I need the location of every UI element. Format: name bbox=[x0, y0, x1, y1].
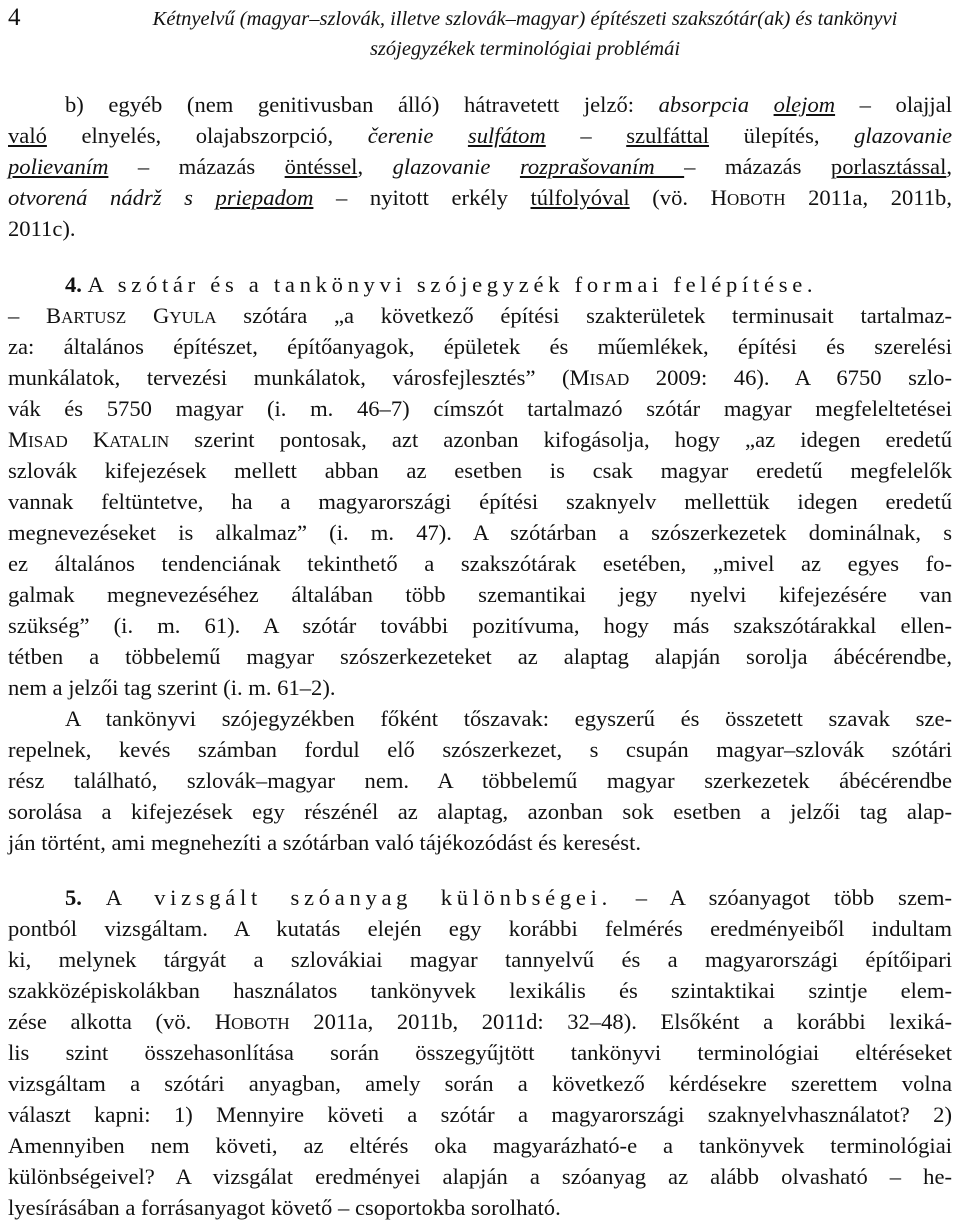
text-line: rész található, szlovák–magyar nem. A többelemű magyar szerkezetek ábécérendbe bbox=[8, 768, 952, 793]
text-line: – BARTUSZ GYULA szótára „a következő építési szakterületek terminusait tartalmaz- bbox=[8, 303, 953, 328]
text-line: lis szint összehasonlítása során összegyűjtött tankönyvi terminológiai eltéréseket bbox=[8, 1040, 952, 1065]
text-line: otvorená nádrž s priepadom – nyitott erkély túlfolyóval (vö. HOBOTH 2011a, 2011b, bbox=[8, 185, 952, 210]
text-line: zése alkotta (vö. HOBOTH 2011a, 2011b, 2011d: 32–48). Elsőként a korábbi lexiká- bbox=[8, 1009, 952, 1034]
text-line: A tankönyvi szójegyzékben főként tőszavak: egyszerű és összetett szavak sze- bbox=[65, 706, 952, 731]
page-number: 4 bbox=[8, 4, 21, 31]
text-line: szakközépiskolákban használatos tankönyvek lexikális és szintaktikai szintje elem- bbox=[8, 978, 952, 1003]
running-header bbox=[100, 4, 950, 64]
text-line: nem a jelzői tag szerint (i. m. 61–2). bbox=[8, 675, 336, 700]
text-line: vizsgáltam a szótári anyagban, amely során a következő kérdésekre szerettem volna bbox=[8, 1071, 952, 1096]
text-line: tétben a többelemű magyar szószerkezeteket az alaptag alapján sorolja ábécérendbe, bbox=[8, 644, 952, 669]
text-line: 2011c). bbox=[8, 216, 76, 241]
header-line: Kétnyelvű (magyar–szlovák, illetve szlovák–magyar) építészeti szakszótár(ak) és tankönyvi bbox=[152, 8, 898, 30]
text-line: za: általános építészet, építőanyagok, épületek és műemlékek, építési és szerelési bbox=[8, 334, 952, 359]
text-line: b) egyéb (nem genitivusban álló) hátravetett jelző: absorpcia olejom – olajjal bbox=[65, 92, 952, 117]
section-heading: 5. A vizsgált szóanyag különbségei. – A szóanyagot több szem- bbox=[65, 885, 952, 910]
text-line: sorolása a kifejezések egy részénél az alaptag, azonban sok esetben a jelzői tag alap- bbox=[8, 799, 952, 824]
text-line: ki, melynek tárgyát a szlovákiai magyar tannyelvű és a magyarországi építőipari bbox=[8, 947, 952, 972]
text-line: való elnyelés, olajabszorpció, čerenie sulfátom – szulfáttal ülepítés, glazovanie bbox=[8, 123, 952, 148]
text-line: megnevezéseket is alkalmaz” (i. m. 47). A szótárban a szószerkezetek dominálnak, s bbox=[8, 520, 952, 545]
section-title: A szótár és a tankönyvi szójegyzék formai felépítése. bbox=[87, 272, 818, 297]
text-line: különbségeivel? A vizsgálat eredményei alapján a szóanyag az alább olvasható – he- bbox=[8, 1164, 952, 1189]
text-line: választ kapni: 1) Mennyire követi a szótár a magyarországi szaknyelvhasználatot? 2) bbox=[8, 1102, 952, 1127]
text-line: szükség” (i. m. 61). A szótár további pozitívuma, hogy más szakszótárakkal ellen- bbox=[8, 613, 952, 638]
text-line: MISAD KATALIN szerint pontosak, azt azonban kifogásolja, hogy „az idegen eredetű bbox=[8, 427, 952, 452]
text-line: repelnek, kevés számban fordul elő szószerkezet, s csupán magyar–szlovák szótári bbox=[8, 737, 952, 762]
text-line: galmak megnevezéséhez általában több szemantikai jegy nyelvi kifejezésére van bbox=[8, 582, 952, 607]
section-title: A vizsgált szóanyag különbségei. bbox=[105, 885, 612, 910]
text-line: Amennyiben nem követi, az eltérés oka magyarázható-e a tankönyvek terminológiai bbox=[8, 1133, 952, 1158]
text-line: ján történt, ami megnehezíti a szótárban való tájékozódást és keresést. bbox=[8, 830, 642, 855]
text-line: ez általános tendenciának tekinthető a szakszótárak esetében, „mivel az egyes fo- bbox=[8, 551, 952, 576]
text-line: pontból vizsgáltam. A kutatás elején egy korábbi felmérés eredményeiből indultam bbox=[8, 916, 952, 941]
section-number: 4. bbox=[65, 272, 82, 297]
text-line: lyesírásában a forrásanyagot követő – csoportokba sorolható. bbox=[8, 1195, 561, 1220]
text-line: vannak feltüntetve, ha a magyarországi építési szaknyelv mellettük idegen eredetű bbox=[8, 489, 952, 514]
text-line: polievaním – mázazás öntéssel, glazovanie rozprašovaním – mázazás porlasztással, bbox=[8, 154, 953, 179]
text-line: munkálatok, tervezési munkálatok, városfejlesztés” (MISAD 2009: 46). A 6750 szlo- bbox=[8, 365, 952, 390]
section-number: 5. bbox=[65, 885, 82, 910]
text-line: vák és 5750 magyar (i. m. 46–7) címszót tartalmazó szótár magyar megfeleltetései bbox=[8, 396, 952, 421]
text-line: szlovák kifejezések mellett abban az esetben is csak magyar eredetű megfelelők bbox=[8, 458, 952, 483]
section-heading bbox=[65, 270, 952, 300]
header-line: szójegyzékek terminológiai problémái bbox=[369, 38, 681, 60]
